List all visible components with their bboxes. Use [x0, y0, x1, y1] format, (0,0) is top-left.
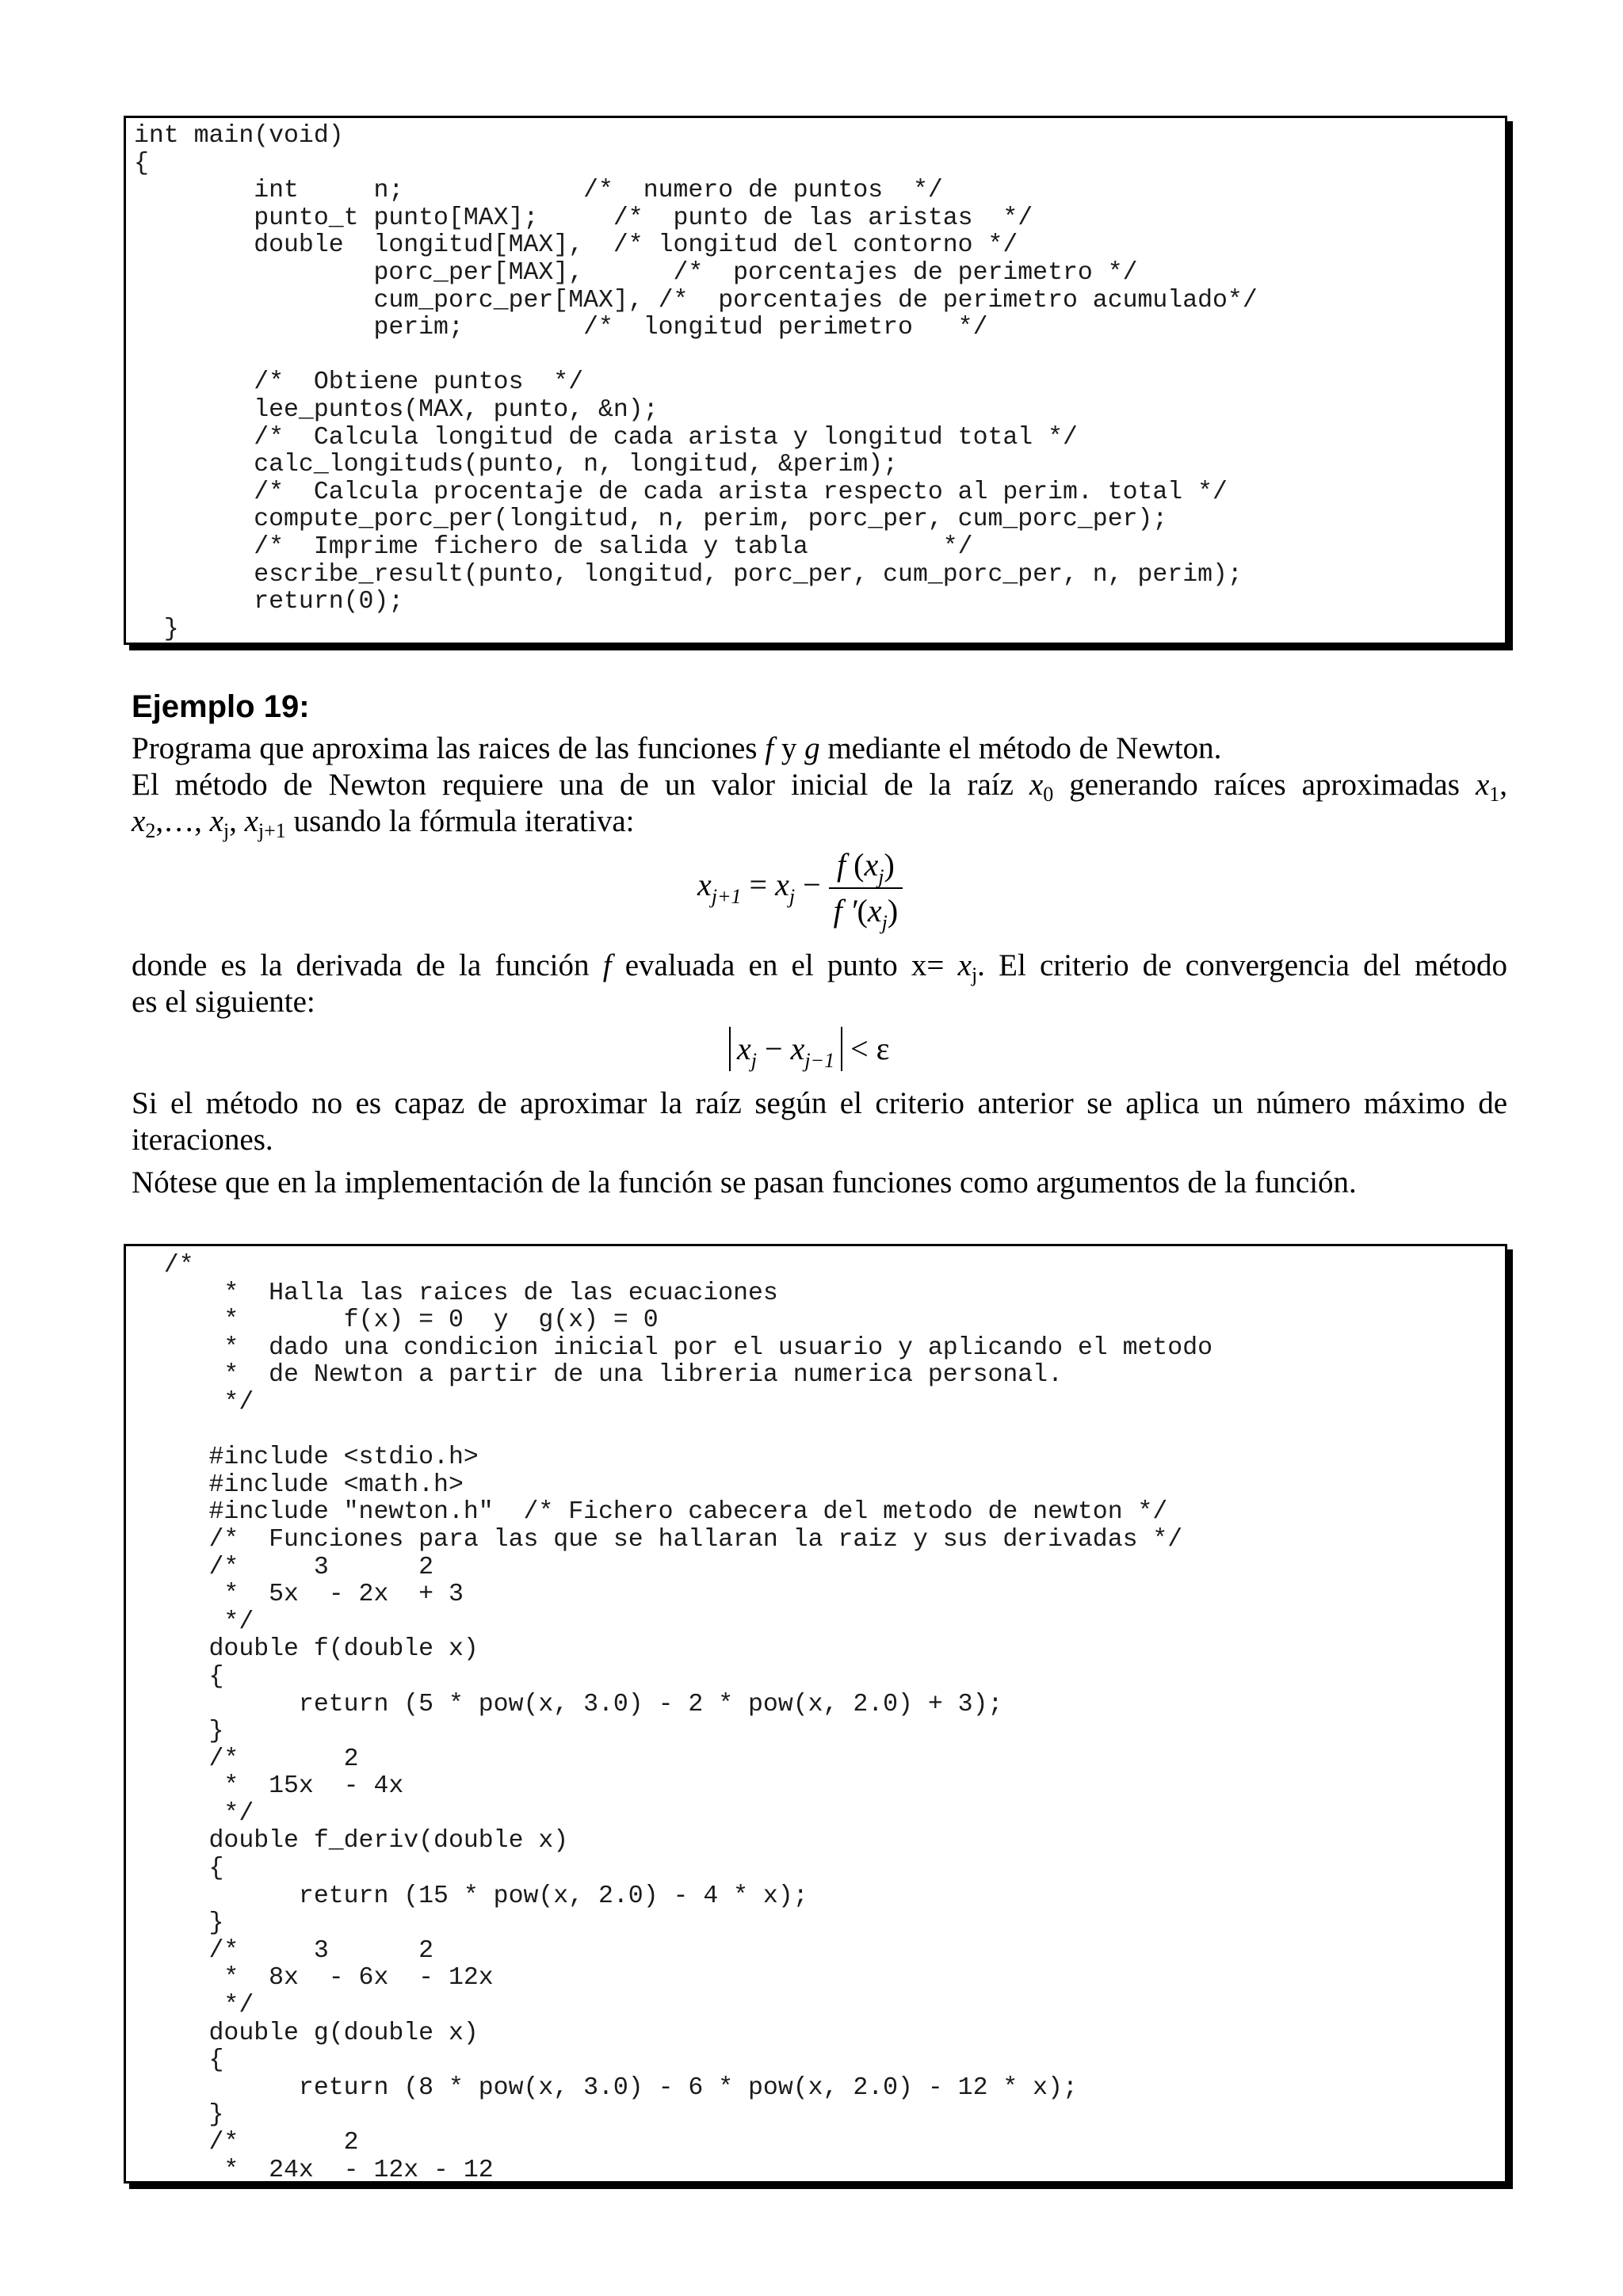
section-heading: Ejemplo 19: — [132, 689, 310, 724]
code-newton-source: /* * Halla las raices de las ecuaciones * f(x) = 0 y g(x) = 0 * dado una condicion inicial por el usuario y aplicando el metodo * de Newton a partir de una libreria numerica personal. */ #include <stdio.h> #include <math.h> #include "newton.h" /* Fichero cabecera del metodo de newton */ /* Funciones para las que se hallaran la raiz y sus derivadas */ /* 3 2 * 5x - 2x + 3 */ double f(double x) { return (5 * pow(x, 3.0) - 2 * pow(x, 2.0) + 3); } /* 2 * 15x - 4x */ double f_deriv(double x) { return (15 * pow(x, 2.0) - 4 * x); } /* 3 2 * 8x - 6x - 12x */ double g(double x) { return (8 * pow(x, 3.0) - 6 * pow(x, 2.0) - 12 * x); } /* 2 * 24x - 12x - 12 — [163, 1252, 1213, 2184]
paragraph-intro: Programa que aproxima las raices de las funciones f y g mediante el método de Newton. — [132, 731, 1222, 765]
paragraph-max-iter-line1: Si el método no es capaz de aproximar la raíz según el criterio anterior se aplica un número máximo de — [132, 1086, 1507, 1120]
code-block-newton — [124, 1244, 1507, 2183]
formula-fraction: $\frac{f (x_j)}{f '(x_j)}$ — [829, 846, 903, 930]
paragraph-newton-line1: El método de Newton requiere una de un valor inicial de la raíz $x_0$ generando raíces aproximadas $x_1$, — [132, 768, 1507, 806]
paragraph-max-iter-line2: iteraciones. — [132, 1123, 273, 1157]
code-main-source: int main(void) { int n; /* numero de puntos */ punto_t punto[MAX]; /* punto de las aristas */ double longitud[MAX], /* longitud del contorno */ porc_per[MAX], /* porcentajes de perimetro */ cum_porc_per[MAX], /* porcentajes de perimetro acumulado*/ perim; /* longitud perimetro */ /* Obtiene puntos */ lee_puntos(MAX, punto, &n); /* Calcula longitud de cada arista y longitud total */ calc_longituds(punto, n, longitud, &perim); /* Calcula procentaje de cada arista respecto al perim. total */ compute_porc_per(longitud, n, perim, porc_per, cum_porc_per); /* Imprime fichero de salida y tabla */ escribe_result(punto, longitud, porc_per, cum_porc_per, n, perim); return(0); } — [134, 122, 1258, 643]
paragraph-newton-line2: $x_2,\dots$, $x_j$, $x_{j+1}$ usando la fórmula iterativa: — [132, 804, 635, 842]
formula-convergence: $x_j - x_{j-1} < \varepsilon$ — [729, 1027, 889, 1071]
paragraph-note: Nótese que en la implementación de la función se pasan funciones como argumentos de la función. — [132, 1165, 1357, 1199]
code-block-main — [124, 116, 1507, 645]
paragraph-derivative-line1: donde es la derivada de la función f evaluada en el punto $x= x_j$. El criterio de convergencia del método — [132, 948, 1507, 986]
paragraph-derivative-line2: es el siguiente: — [132, 985, 315, 1019]
formula-newton-iteration: $x_{j+1} = x_j$ − $\frac{f (x_j)}{f '(x_j)}$ — [697, 846, 903, 930]
formula-absolute-value: $x_j - x_{j-1}$ — [729, 1027, 842, 1071]
